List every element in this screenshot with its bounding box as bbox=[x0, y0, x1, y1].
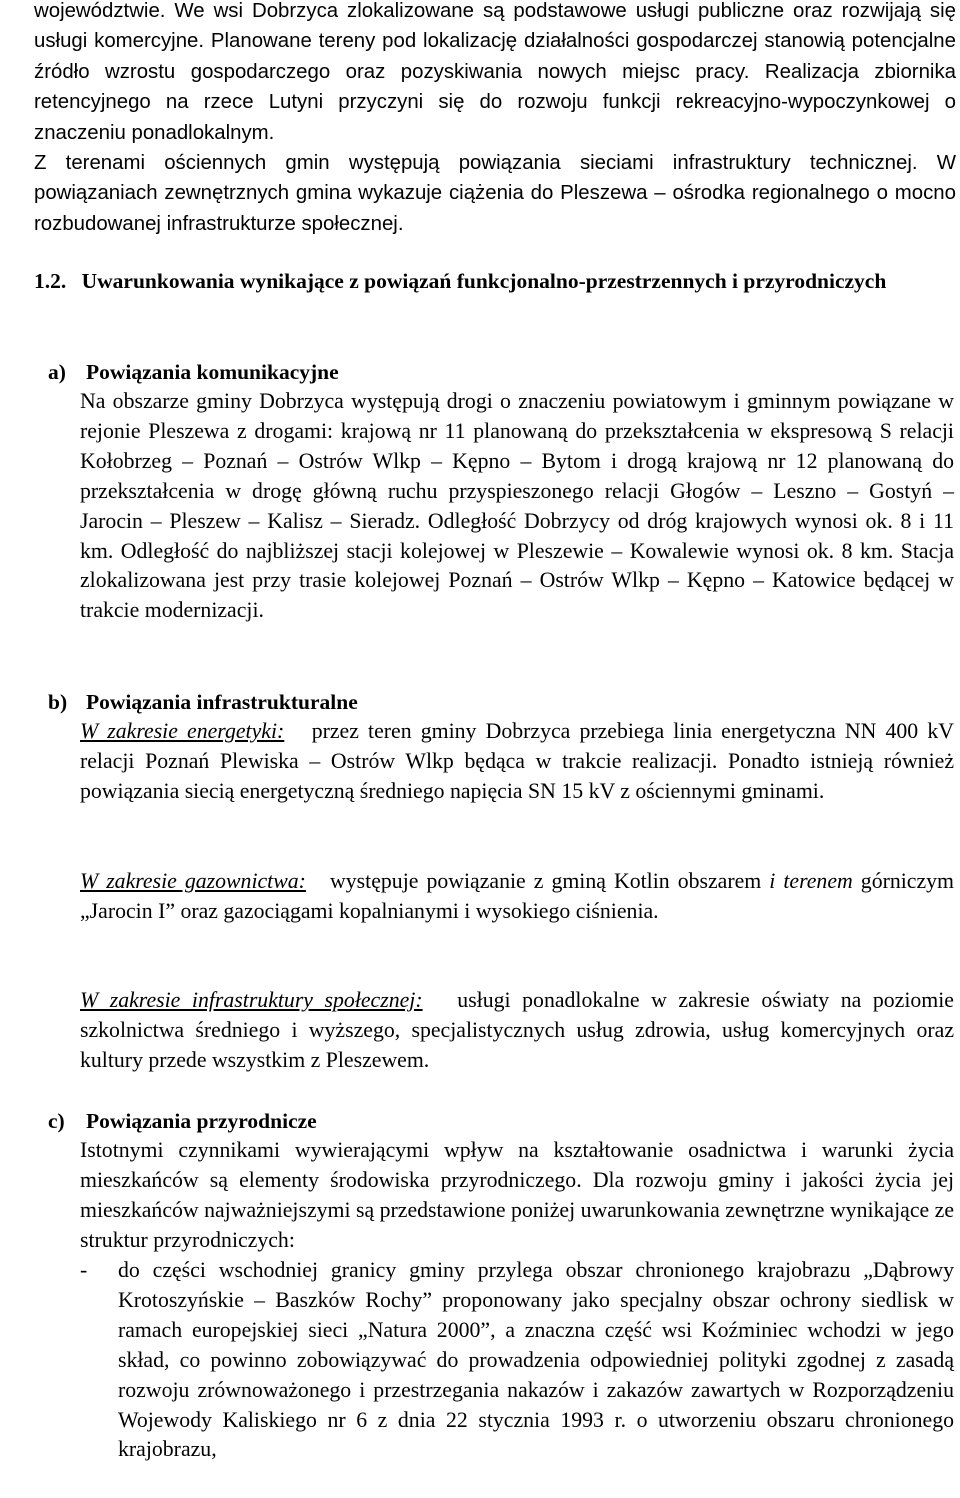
gas-paragraph bbox=[80, 867, 954, 927]
subsection-b-title: Powiązania infrastrukturalne bbox=[86, 690, 358, 714]
intro-paragraph-2: Z terenami ościennych gmin występują powiązania sieciami infrastruktury technicznej. W powiązaniach zewnętrznych gmina wykazuje ciążenia do Pleszewa – ośrodka regionalnego o mocno rozbudowanej infrastrukturze społecznej. bbox=[34, 152, 956, 235]
bullet-marker: - bbox=[80, 1258, 88, 1282]
subsection-a-title: Powiązania komunikacyjne bbox=[86, 360, 339, 384]
subsection-a-text: Na obszarze gminy Dobrzyca występują drogi o znaczeniu powiatowym i gminnym powiązane w rejonie Pleszewa z drogami: krajową nr 11 planowaną do przekształcenia w ekspresową S relacji Kołobrzeg – Poznań – Ostrów Wlkp – Kępno – Bytom i drogą krajową nr 12 planowaną do przekształcenia w drogę główną ruchu przyspieszonego relacji Głogów – Leszno – Gostyń – Jarocin – Pleszew – Kalisz – Sieradz. Odległość Dobrzycy od dróg krajowych wynosi ok. 8 i 11 km. Odległość do najbliższej stacji kolejowej w Pleszewie – Kowalewie wynosi ok. 8 km. Stacja zlokalizowana jest przy trasie kolejowej Poznań – Ostrów Wlkp – Kępno – Katowice będącej w trakcie modernizacji. bbox=[80, 389, 954, 623]
social-paragraph bbox=[80, 986, 954, 1076]
subsection-b-heading bbox=[48, 687, 358, 717]
subsection-c-heading bbox=[48, 1106, 317, 1136]
section-title: Uwarunkowania wynikające z powiązań funkcjonalno-przestrzennych i przyrodniczych bbox=[81, 269, 887, 293]
social-text: usługi ponadlokalne w zakresie oświaty na poziomie szkolnictwa średniego i wyższego, specjalistycznych usług zdrowia, usług komercyjnych oraz kultury przede wszystkim z Pleszewem. bbox=[80, 988, 954, 1072]
energy-paragraph bbox=[80, 717, 954, 807]
energy-text: przez teren gminy Dobrzyca przebiega linia energetyczna NN 400 kV relacji Poznań Plewiska – Ostrów Wlkp będąca w trakcie realizacji. Ponadto istnieją również powiązania siecią energetyczną średniego napięcia SN 15 kV z ościennymi gminami. bbox=[80, 719, 954, 803]
subsection-c-title: Powiązania przyrodnicze bbox=[86, 1109, 317, 1133]
intro-block bbox=[34, 0, 956, 239]
subsection-b-letter: b) bbox=[48, 690, 68, 714]
section-1-2-heading bbox=[34, 266, 956, 296]
bullet-item-text: do części wschodniej granicy gminy przylega obszar chronionego krajobrazu „Dąbrowy Krotoszyńskie – Baszków Rochy” proponowany jako specjalny obszar ochrony siedlisk w ramach europejskiej sieci „Natura 2000”, a znaczna część wsi Koźminiec wchodzi w jego skład, co powinno zobowiązywać do prowadzenia odpowiedniej polityki zgodnej z zasadą rozwoju zrównoważonego i przestrzegania nakazów i zakazów zawartych w Rozporządzeniu Wojewody Kaliskiego nr 6 z dnia 22 stycznia 1993 r. o utworzeniu obszaru chronionego krajobrazu, bbox=[118, 1258, 954, 1462]
social-label: W zakresie infrastruktury społecznej: bbox=[80, 988, 423, 1012]
gas-label: W zakresie gazownictwa: bbox=[80, 869, 306, 893]
subsection-a-heading bbox=[48, 357, 339, 387]
subsection-c-text: Istotnymi czynnikami wywierającymi wpływ na kształtowanie osadnictwa i warunki życia mieszkańców są elementy środowiska przyrodniczego. Dla rozwoju gminy i jakości życia jej mieszkańców najważniejszymi są przedstawione poniżej uwarunkowania zewnętrzne wynikające ze struktur przyrodniczych: bbox=[80, 1138, 954, 1252]
energy-label: W zakresie energetyki: bbox=[80, 719, 285, 743]
section-number: 1.2. bbox=[34, 269, 67, 293]
gas-text-1: występuje powiązanie z gminą Kotlin obszarem bbox=[330, 869, 762, 893]
subsection-c-letter: c) bbox=[48, 1109, 65, 1133]
gas-text-italic: i terenem bbox=[769, 869, 853, 893]
intro-paragraph-1: województwie. We wsi Dobrzyca zlokalizowane są podstawowe usługi publiczne oraz rozwijają się usługi komercyjne. Planowane tereny pod lokalizację działalności gospodarczej stanowią potencjalne źródło wzrostu gospodarczego oraz pozyskiwania nowych miejsc pracy. Realizacja zbiornika retencyjnego na rzece Lutyni przyczyni się do rozwoju funkcji rekreacyjno-wypoczynkowej o znaczeniu ponadlokalnym. bbox=[34, 0, 956, 144]
gas-text-2: górniczym „Jarocin I” oraz gazociągami kopalnianymi i wysokiego ciśnienia. bbox=[80, 869, 955, 923]
subsection-a-letter: a) bbox=[48, 360, 66, 384]
